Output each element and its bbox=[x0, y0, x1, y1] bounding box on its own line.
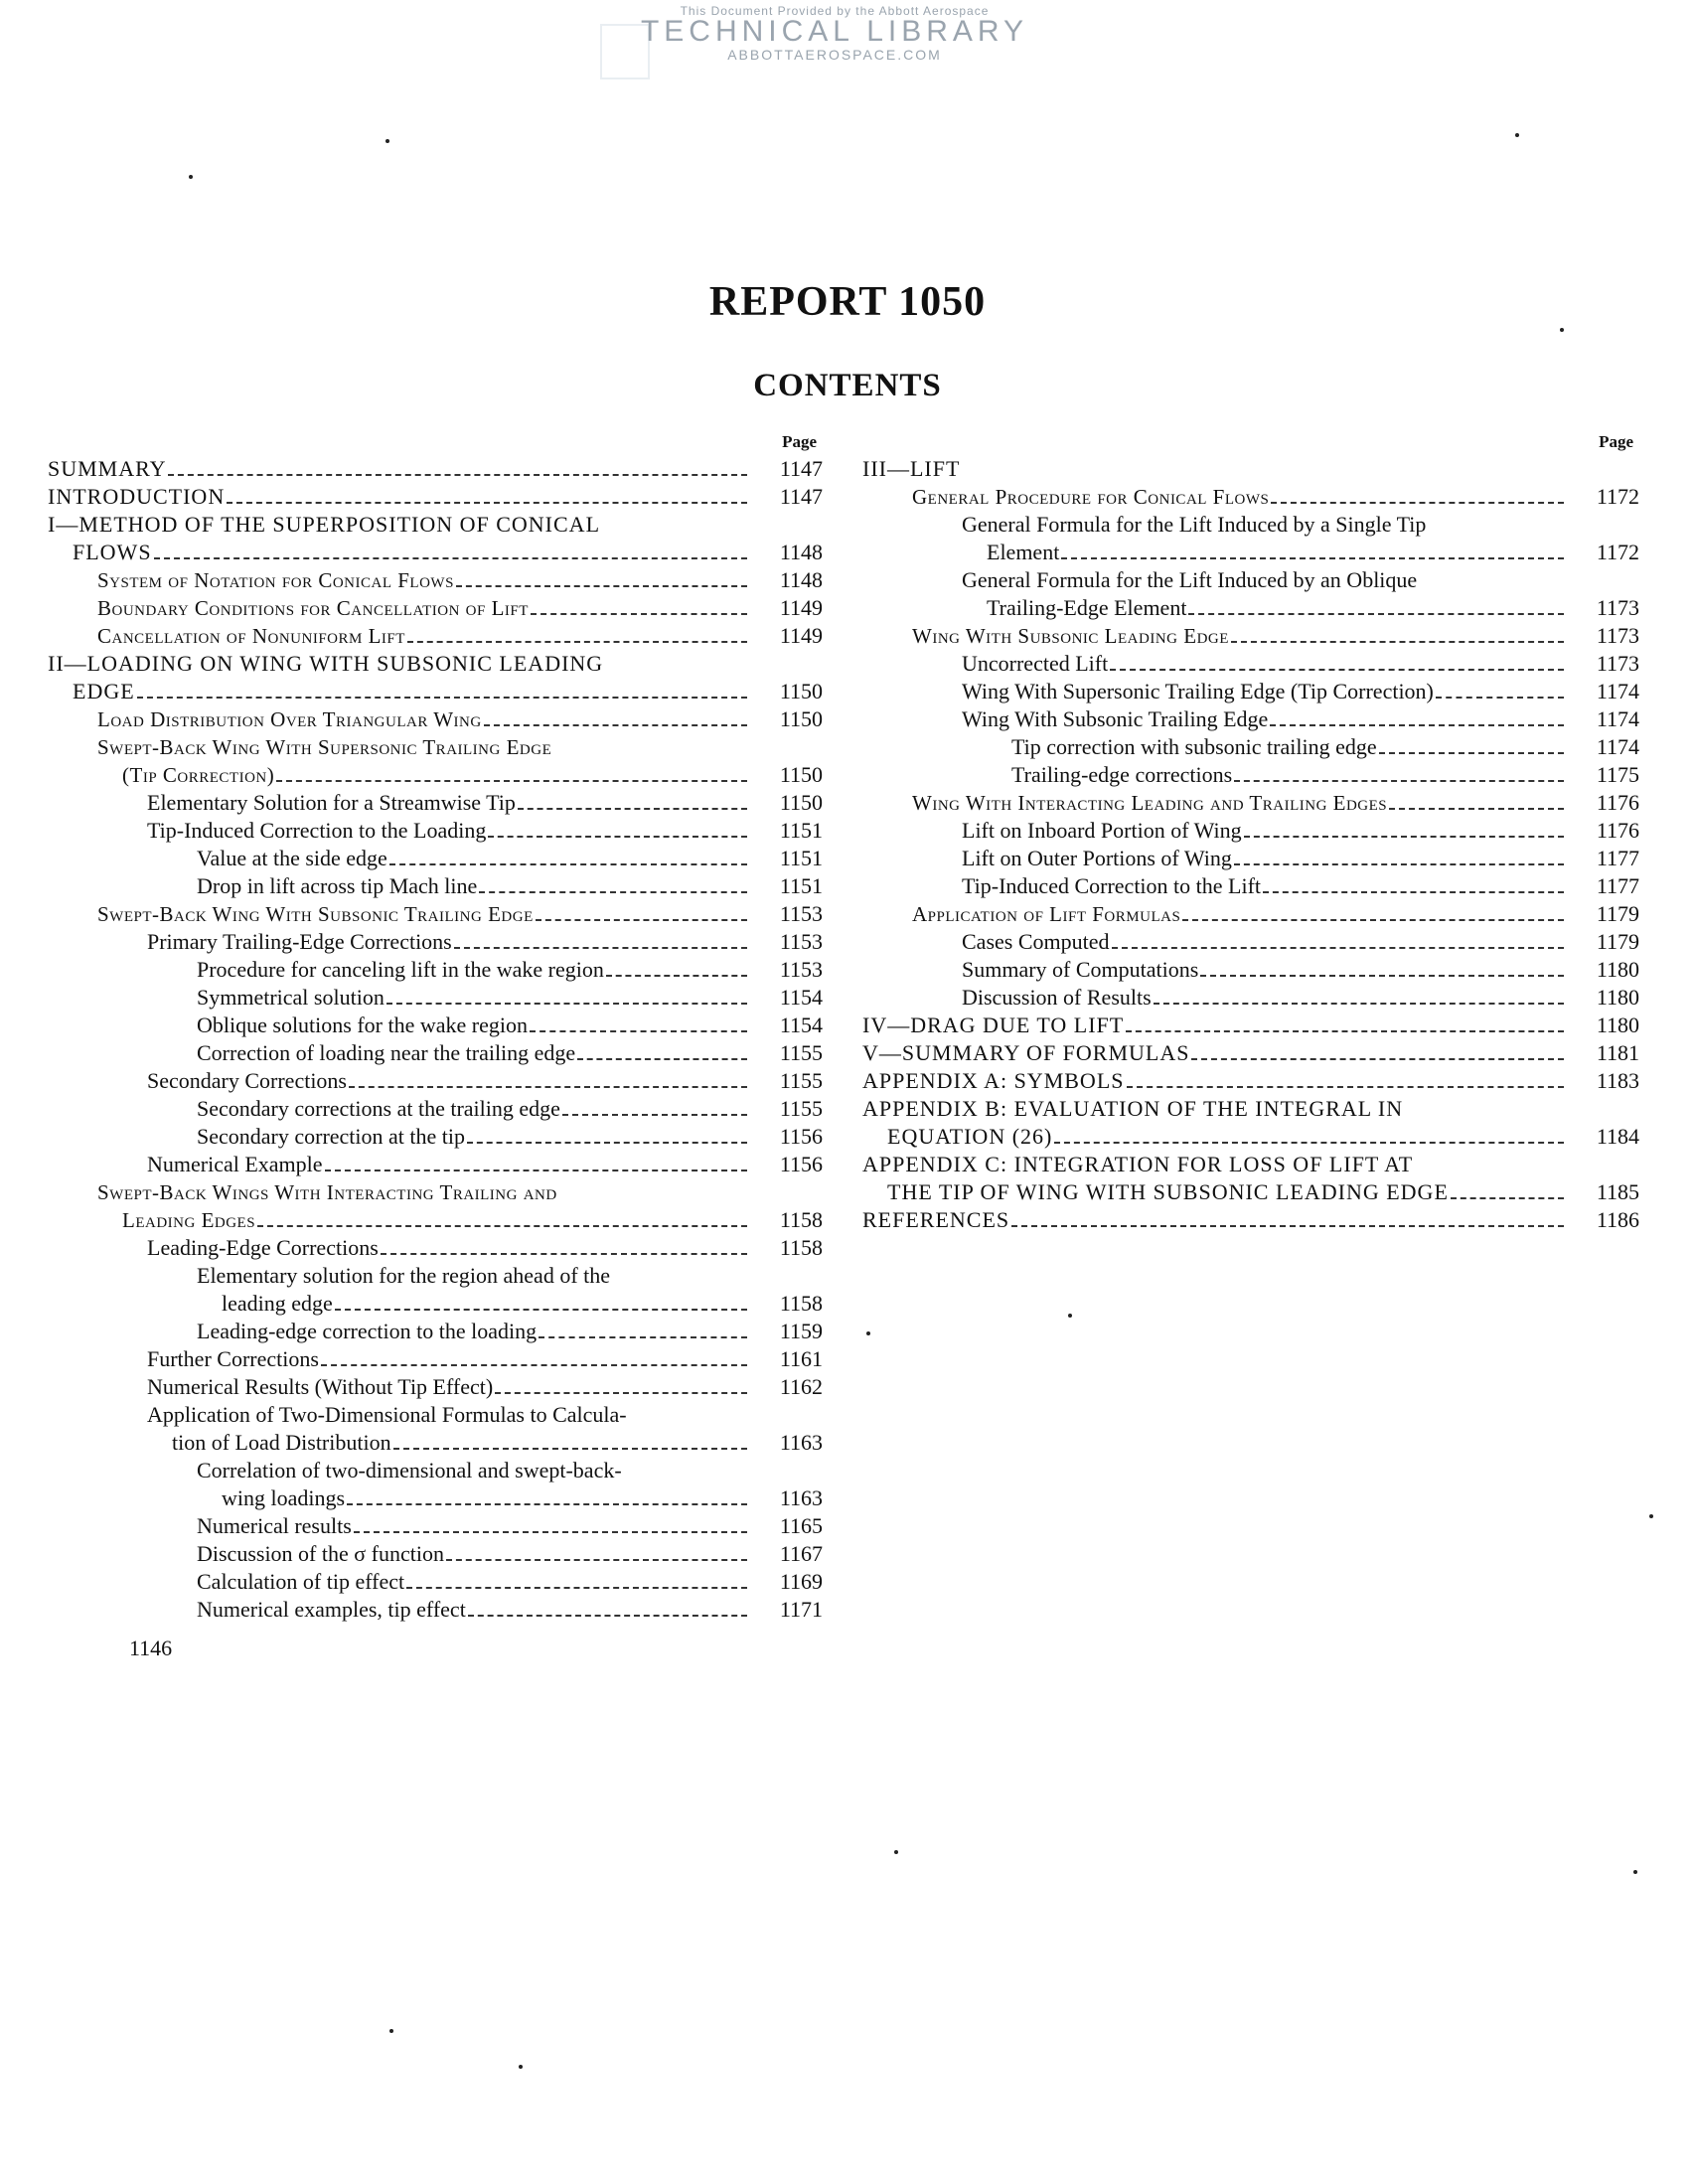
toc-entry-title: Secondary corrections at the trailing edge bbox=[197, 1096, 560, 1121]
toc-entry-title: Secondary correction at the tip bbox=[197, 1124, 466, 1149]
toc-left-column bbox=[48, 429, 823, 1624]
toc-entry bbox=[48, 1429, 823, 1457]
scan-speck bbox=[866, 1331, 870, 1335]
toc-entry-title: Wing With Subsonic Leading Edge bbox=[912, 624, 1229, 648]
scan-speck bbox=[1633, 1870, 1637, 1874]
toc-entry-title: Swept-Back Wing With Subsonic Trailing Edge bbox=[97, 902, 534, 926]
toc-entry-title: leading edge bbox=[222, 1291, 333, 1316]
dot-leader bbox=[1244, 836, 1564, 838]
toc-entry bbox=[48, 845, 823, 872]
toc-entry-page: 1150 bbox=[779, 790, 823, 815]
toc-entry bbox=[48, 1318, 823, 1345]
toc-entry-title: Cases Computed bbox=[962, 929, 1110, 954]
toc-entry-title: REFERENCES bbox=[862, 1207, 1010, 1232]
toc-entry-title: APPENDIX A: SYMBOLS bbox=[862, 1068, 1125, 1093]
toc-entry bbox=[862, 1151, 1639, 1178]
toc-entry-title: Numerical Example bbox=[147, 1152, 323, 1176]
dot-leader bbox=[154, 557, 747, 559]
toc-entry-page: 1161 bbox=[779, 1346, 823, 1371]
toc-entry-title: Numerical results bbox=[197, 1513, 352, 1538]
toc-entry-title: General Procedure for Conical Flows bbox=[912, 485, 1270, 509]
toc-entry-title: Lift on Outer Portions of Wing bbox=[962, 846, 1232, 870]
toc-entry-page: 1174 bbox=[1596, 679, 1639, 703]
dot-leader bbox=[1126, 1030, 1564, 1032]
toc-entry-title: Symmetrical solution bbox=[197, 985, 385, 1010]
dot-leader bbox=[276, 780, 747, 782]
toc-entry bbox=[862, 566, 1639, 594]
toc-entry-title: Summary of Computations bbox=[962, 957, 1199, 982]
toc-entry bbox=[48, 511, 823, 539]
toc-entry-title: Uncorrected Lift bbox=[962, 651, 1109, 676]
toc-entry bbox=[48, 1039, 823, 1067]
toc-entry-title: THE TIP OF WING WITH SUBSONIC LEADING EDGE bbox=[887, 1179, 1449, 1204]
dot-leader bbox=[406, 1587, 747, 1589]
dot-leader bbox=[577, 1058, 747, 1060]
scan-speck bbox=[189, 175, 193, 179]
toc-entry-page: 1155 bbox=[779, 1068, 823, 1093]
toc-entry bbox=[862, 539, 1639, 566]
toc-entry-title: Calculation of tip effect bbox=[197, 1569, 405, 1594]
toc-entry-title: Numerical Results (Without Tip Effect) bbox=[147, 1374, 494, 1399]
toc-entry bbox=[48, 1290, 823, 1318]
dot-leader bbox=[536, 919, 747, 921]
toc-entry-page: 1185 bbox=[1596, 1179, 1639, 1204]
toc-entry-page: 1175 bbox=[1596, 762, 1639, 787]
dot-leader bbox=[1011, 1225, 1564, 1227]
toc-entry-title: EDGE bbox=[73, 679, 135, 703]
toc-entry-title: General Formula for the Lift Induced by a Single Tip bbox=[962, 512, 1427, 537]
toc-entry bbox=[862, 789, 1639, 817]
dot-leader bbox=[1188, 613, 1564, 615]
dot-leader bbox=[530, 1030, 747, 1032]
toc-entry-page: 1147 bbox=[779, 484, 823, 509]
dot-leader bbox=[1389, 808, 1564, 810]
toc-entry bbox=[48, 1151, 823, 1178]
toc-entry-page: 1158 bbox=[779, 1207, 823, 1232]
toc-entry-title: (Tip Correction) bbox=[122, 763, 275, 787]
toc-entry-page: 1154 bbox=[779, 985, 823, 1010]
scan-speck bbox=[1515, 133, 1519, 137]
dot-leader bbox=[137, 697, 747, 699]
toc-entry bbox=[862, 511, 1639, 539]
toc-entry bbox=[862, 928, 1639, 956]
toc-entry bbox=[48, 956, 823, 984]
toc-entry bbox=[48, 761, 823, 789]
toc-entry bbox=[48, 650, 823, 678]
toc-entry bbox=[48, 928, 823, 956]
toc-entry-page: 1155 bbox=[779, 1040, 823, 1065]
toc-entry-title: Leading Edges bbox=[122, 1208, 256, 1232]
dot-leader bbox=[454, 947, 747, 949]
toc-entry bbox=[48, 539, 823, 566]
toc-entry-page: 1172 bbox=[1596, 484, 1639, 509]
toc-entry bbox=[862, 984, 1639, 1012]
toc-entry-title: tion of Load Distribution bbox=[172, 1430, 391, 1455]
toc-entry-title: Element bbox=[987, 540, 1060, 564]
toc-entry-title: I—METHOD OF THE SUPERPOSITION OF CONICAL bbox=[48, 512, 601, 537]
dot-leader bbox=[539, 1336, 747, 1338]
toc-entry bbox=[48, 1512, 823, 1540]
dot-leader bbox=[1270, 724, 1564, 726]
dot-leader bbox=[389, 863, 747, 865]
page-column-label-left: Page bbox=[782, 432, 817, 451]
toc-entry-title: Numerical examples, tip effect bbox=[197, 1597, 466, 1622]
dot-leader bbox=[335, 1309, 747, 1311]
dot-leader bbox=[227, 502, 747, 504]
toc-entry-title: Tip-Induced Correction to the Loading bbox=[147, 818, 487, 843]
toc-entry bbox=[862, 678, 1639, 705]
toc-entry-title: Correction of loading near the trailing edge bbox=[197, 1040, 576, 1065]
dot-leader bbox=[168, 474, 747, 476]
toc-entry bbox=[862, 845, 1639, 872]
toc-entry bbox=[48, 1095, 823, 1123]
toc-entry-page: 1158 bbox=[779, 1291, 823, 1316]
contents-heading: CONTENTS bbox=[753, 368, 942, 403]
toc-entry-page: 1153 bbox=[779, 957, 823, 982]
dot-leader bbox=[488, 836, 747, 838]
dot-leader bbox=[1231, 641, 1564, 643]
toc-entry-title: Leading-Edge Corrections bbox=[147, 1235, 379, 1260]
dot-leader bbox=[1379, 752, 1564, 754]
toc-entry bbox=[48, 594, 823, 622]
toc-entry bbox=[48, 1568, 823, 1596]
scan-speck bbox=[1560, 328, 1564, 332]
toc-entry bbox=[48, 1540, 823, 1568]
dot-leader bbox=[381, 1253, 747, 1255]
toc-entry bbox=[48, 566, 823, 594]
toc-entry-page: 1162 bbox=[779, 1374, 823, 1399]
dot-leader bbox=[1112, 947, 1565, 949]
page-folio: 1146 bbox=[129, 1636, 173, 1660]
toc-entry-page: 1179 bbox=[1596, 901, 1639, 926]
toc-entry-title: Discussion of the σ function bbox=[197, 1541, 444, 1566]
toc-entry bbox=[862, 705, 1639, 733]
toc-entry bbox=[48, 1345, 823, 1373]
toc-entry-title: V—SUMMARY OF FORMULAS bbox=[862, 1040, 1190, 1065]
toc-entry-title: III—LIFT bbox=[862, 456, 961, 481]
banner-provided-by: This Document Provided by the Abbott Aerospace bbox=[680, 4, 990, 18]
toc-entry bbox=[48, 1178, 823, 1206]
dot-leader bbox=[1061, 557, 1564, 559]
toc-entry-page: 1163 bbox=[779, 1430, 823, 1455]
dot-leader bbox=[354, 1531, 747, 1533]
toc-entry-title: APPENDIX B: EVALUATION OF THE INTEGRAL IN bbox=[862, 1096, 1404, 1121]
toc-entry-page: 1183 bbox=[1596, 1068, 1639, 1093]
toc-entry-page: 1174 bbox=[1596, 706, 1639, 731]
toc-entry-page: 1171 bbox=[779, 1597, 823, 1622]
toc-entry-page: 1150 bbox=[779, 706, 823, 731]
toc-entry bbox=[48, 817, 823, 845]
toc-entry bbox=[862, 650, 1639, 678]
toc-entry bbox=[862, 1067, 1639, 1095]
dot-leader bbox=[1200, 975, 1564, 977]
toc-entry-title: General Formula for the Lift Induced by an Oblique bbox=[962, 567, 1418, 592]
toc-entry bbox=[48, 900, 823, 928]
dot-leader bbox=[1234, 780, 1564, 782]
scan-speck bbox=[389, 2029, 393, 2033]
toc-entry-title: SUMMARY bbox=[48, 456, 167, 481]
library-banner bbox=[596, 4, 1073, 63]
toc-entry-title: Correlation of two-dimensional and swept-back- bbox=[197, 1458, 622, 1482]
scan-speck bbox=[1649, 1514, 1653, 1518]
toc-entry bbox=[48, 1373, 823, 1401]
toc-entry bbox=[862, 1206, 1639, 1234]
toc-entry bbox=[48, 1262, 823, 1290]
scan-speck bbox=[385, 139, 389, 143]
toc-entry bbox=[48, 1596, 823, 1624]
toc-entry-title: FLOWS bbox=[73, 540, 152, 564]
report-title: REPORT 1050 bbox=[708, 279, 987, 325]
dot-leader bbox=[518, 808, 747, 810]
toc-entry-page: 1180 bbox=[1596, 957, 1639, 982]
toc-entry-page: 1153 bbox=[779, 929, 823, 954]
toc-entry-page: 1180 bbox=[1596, 1013, 1639, 1037]
dot-leader bbox=[1054, 1142, 1564, 1144]
toc-entry bbox=[48, 1123, 823, 1151]
toc-entry-page: 1177 bbox=[1596, 873, 1639, 898]
dot-leader bbox=[446, 1559, 747, 1561]
scan-speck bbox=[519, 2065, 523, 2069]
toc-entry-title: Load Distribution Over Triangular Wing bbox=[97, 707, 482, 731]
toc-entry-page: 1186 bbox=[1596, 1207, 1639, 1232]
dot-leader bbox=[1263, 891, 1564, 893]
toc-entry bbox=[862, 1012, 1639, 1039]
toc-entry-title: Elementary solution for the region ahead of the bbox=[197, 1263, 611, 1288]
dot-leader bbox=[407, 641, 747, 643]
toc-entry-page: 1156 bbox=[779, 1124, 823, 1149]
dot-leader bbox=[468, 1615, 747, 1617]
toc-entry bbox=[862, 594, 1639, 622]
dot-leader bbox=[1127, 1086, 1565, 1088]
toc-entry bbox=[48, 789, 823, 817]
toc-entry-page: 1173 bbox=[1596, 595, 1639, 620]
dot-leader bbox=[325, 1170, 747, 1171]
dot-leader bbox=[1451, 1197, 1564, 1199]
toc-entry bbox=[48, 1484, 823, 1512]
toc-entry-page: 1169 bbox=[779, 1569, 823, 1594]
toc-entry-page: 1180 bbox=[1596, 985, 1639, 1010]
banner-technical-library: TECHNICAL LIBRARY bbox=[640, 15, 1029, 48]
toc-entry-page: 1177 bbox=[1596, 846, 1639, 870]
toc-entry-page: 1158 bbox=[779, 1235, 823, 1260]
toc-entry-title: Lift on Inboard Portion of Wing bbox=[962, 818, 1242, 843]
toc-entry-page: 1148 bbox=[779, 540, 823, 564]
page-column-label-right: Page bbox=[1599, 432, 1633, 451]
toc-entry-page: 1163 bbox=[779, 1485, 823, 1510]
toc-entry-title: Wing With Interacting Leading and Trailing Edges bbox=[912, 791, 1388, 815]
dot-leader bbox=[606, 975, 747, 977]
toc-entry-title: EQUATION (26) bbox=[887, 1124, 1053, 1149]
toc-entry bbox=[862, 900, 1639, 928]
toc-entry-title: Tip-Induced Correction to the Lift bbox=[962, 873, 1262, 898]
toc-entry bbox=[48, 1012, 823, 1039]
dot-leader bbox=[349, 1086, 747, 1088]
toc-entry-title: Drop in lift across tip Mach line bbox=[197, 873, 478, 898]
toc-entry bbox=[48, 1067, 823, 1095]
toc-right-list bbox=[862, 455, 1639, 1234]
toc-entry-page: 1154 bbox=[779, 1013, 823, 1037]
toc-entry bbox=[862, 1123, 1639, 1151]
toc-entry bbox=[862, 872, 1639, 900]
toc-entry bbox=[48, 1401, 823, 1429]
scan-speck bbox=[894, 1850, 898, 1854]
toc-entry-page: 1151 bbox=[779, 818, 823, 843]
dot-leader bbox=[321, 1364, 747, 1366]
toc-entry bbox=[48, 483, 823, 511]
toc-entry-title: INTRODUCTION bbox=[48, 484, 226, 509]
toc-entry-page: 1148 bbox=[779, 567, 823, 592]
toc-entry-page: 1165 bbox=[779, 1513, 823, 1538]
toc-entry-page: 1174 bbox=[1596, 734, 1639, 759]
toc-entry-title: Wing With Supersonic Trailing Edge (Tip Correction) bbox=[962, 679, 1434, 703]
toc-entry-page: 1150 bbox=[779, 762, 823, 787]
toc-entry-title: Trailing-Edge Element bbox=[987, 595, 1187, 620]
dot-leader bbox=[467, 1142, 747, 1144]
toc-entry-title: Cancellation of Nonuniform Lift bbox=[97, 624, 405, 648]
toc-entry-title: wing loadings bbox=[222, 1485, 346, 1510]
toc-entry bbox=[862, 1039, 1639, 1067]
toc-entry bbox=[48, 1234, 823, 1262]
toc-entry-page: 1149 bbox=[779, 595, 823, 620]
toc-entry bbox=[862, 956, 1639, 984]
scan-speck bbox=[1068, 1314, 1072, 1318]
toc-entry bbox=[862, 483, 1639, 511]
toc-entry-page: 1155 bbox=[779, 1096, 823, 1121]
toc-entry-title: IV—DRAG DUE TO LIFT bbox=[862, 1013, 1125, 1037]
toc-entry-page: 1167 bbox=[779, 1541, 823, 1566]
toc-entry-title: Boundary Conditions for Cancellation of Lift bbox=[97, 596, 529, 620]
dot-leader bbox=[495, 1392, 747, 1394]
toc-entry bbox=[48, 678, 823, 705]
toc-entry-title: Swept-Back Wing With Supersonic Trailing Edge bbox=[97, 735, 552, 759]
dot-leader bbox=[257, 1225, 747, 1227]
toc-entry-title: Value at the side edge bbox=[197, 846, 387, 870]
toc-entry bbox=[48, 455, 823, 483]
toc-entry bbox=[862, 455, 1639, 483]
toc-entry-page: 1159 bbox=[779, 1319, 823, 1343]
toc-entry-page: 1173 bbox=[1596, 623, 1639, 648]
dot-leader bbox=[531, 613, 747, 615]
dot-leader bbox=[1234, 863, 1564, 865]
toc-entry bbox=[862, 733, 1639, 761]
toc-entry bbox=[862, 761, 1639, 789]
toc-entry bbox=[862, 1178, 1639, 1206]
toc-entry-title: Tip correction with subsonic trailing edge bbox=[1011, 734, 1377, 759]
toc-entry bbox=[48, 984, 823, 1012]
toc-entry-page: 1172 bbox=[1596, 540, 1639, 564]
toc-entry-title: Trailing-edge corrections bbox=[1011, 762, 1233, 787]
toc-entry-page: 1156 bbox=[779, 1152, 823, 1176]
dot-leader bbox=[456, 585, 747, 587]
dot-leader bbox=[562, 1114, 747, 1116]
toc-entry-page: 1151 bbox=[779, 873, 823, 898]
toc-entry-title: II—LOADING ON WING WITH SUBSONIC LEADING bbox=[48, 651, 604, 676]
toc-entry-page: 1179 bbox=[1596, 929, 1639, 954]
toc-entry-title: Elementary Solution for a Streamwise Tip bbox=[147, 790, 516, 815]
toc-entry-title: Oblique solutions for the wake region bbox=[197, 1013, 528, 1037]
toc-entry-page: 1151 bbox=[779, 846, 823, 870]
toc-entry bbox=[862, 817, 1639, 845]
dot-leader bbox=[1271, 502, 1564, 504]
toc-entry bbox=[48, 872, 823, 900]
toc-entry-page: 1176 bbox=[1596, 818, 1639, 843]
toc-entry-title: Procedure for canceling lift in the wake region bbox=[197, 957, 604, 982]
toc-entry bbox=[48, 705, 823, 733]
dot-leader bbox=[1436, 697, 1564, 699]
toc-entry bbox=[48, 733, 823, 761]
toc-entry-page: 1153 bbox=[779, 901, 823, 926]
toc-entry-page: 1181 bbox=[1596, 1040, 1639, 1065]
dot-leader bbox=[393, 1448, 747, 1450]
toc-entry-title: Secondary Corrections bbox=[147, 1068, 347, 1093]
toc-entry-title: Swept-Back Wings With Interacting Trailing and bbox=[97, 1180, 557, 1204]
dot-leader bbox=[386, 1003, 747, 1005]
toc-entry bbox=[48, 622, 823, 650]
toc-entry bbox=[862, 622, 1639, 650]
toc-entry-title: Application of Lift Formulas bbox=[912, 902, 1181, 926]
dot-leader bbox=[484, 724, 747, 726]
toc-right-column bbox=[862, 429, 1639, 1234]
toc-entry-title: Further Corrections bbox=[147, 1346, 319, 1371]
banner-site: ABBOTTAEROSPACE.COM bbox=[727, 47, 942, 63]
toc-entry-title: Wing With Subsonic Trailing Edge bbox=[962, 706, 1269, 731]
toc-entry-page: 1149 bbox=[779, 623, 823, 648]
toc-entry bbox=[48, 1206, 823, 1234]
dot-leader bbox=[1191, 1058, 1564, 1060]
toc-entry-page: 1173 bbox=[1596, 651, 1639, 676]
toc-entry bbox=[862, 1095, 1639, 1123]
toc-left-list bbox=[48, 455, 823, 1624]
toc-entry-title: APPENDIX C: INTEGRATION FOR LOSS OF LIFT AT bbox=[862, 1152, 1414, 1176]
toc-entry-page: 1147 bbox=[779, 456, 823, 481]
dot-leader bbox=[1182, 919, 1564, 921]
toc-entry-page: 1184 bbox=[1596, 1124, 1639, 1149]
toc-entry-title: System of Notation for Conical Flows bbox=[97, 568, 454, 592]
toc-entry-page: 1150 bbox=[779, 679, 823, 703]
toc-entry-title: Application of Two-Dimensional Formulas to Calcula- bbox=[147, 1402, 627, 1427]
dot-leader bbox=[347, 1503, 747, 1505]
dot-leader bbox=[1110, 669, 1564, 671]
toc-entry bbox=[48, 1457, 823, 1484]
toc-entry-title: Primary Trailing-Edge Corrections bbox=[147, 929, 452, 954]
toc-entry-page: 1176 bbox=[1596, 790, 1639, 815]
toc-entry-title: Leading-edge correction to the loading bbox=[197, 1319, 538, 1343]
dot-leader bbox=[479, 891, 747, 893]
toc-entry-title: Discussion of Results bbox=[962, 985, 1152, 1010]
dot-leader bbox=[1154, 1003, 1564, 1005]
